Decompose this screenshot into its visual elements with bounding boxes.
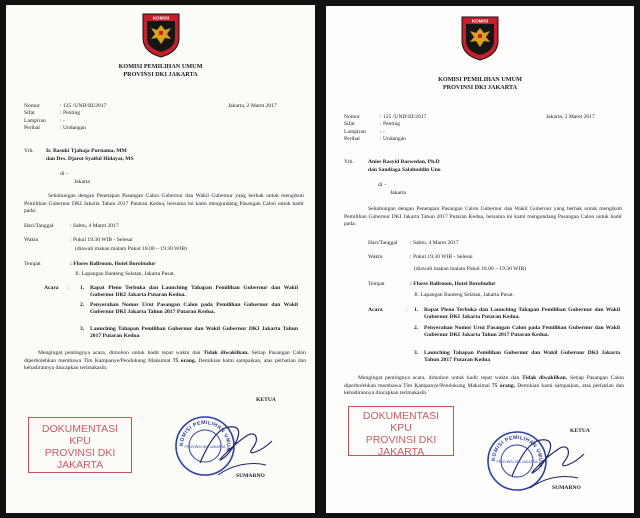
nomor-label: Nomor — [24, 103, 40, 109]
documentation-stamp — [28, 417, 132, 473]
letter-anies-sandiaga — [326, 6, 634, 513]
closing-bold-a: Tidak diwakilkan. — [522, 375, 568, 381]
acara-colon: : — [406, 307, 408, 313]
tempat-label: Tempat — [24, 261, 41, 267]
intro-paragraph: Sehubungan dengan Penetapan Pasangan Calon Gubernur dan Wakil Gubernur yang berhak untuk mengikuti Pemilihan Gubernur DKI Jakarta Tahun 2017 Putaran Kedua, bersama ini kami mengundang Pasangan Calon untuk hadir pada: — [24, 193, 304, 215]
tempat-address: Jl. Lapangan Banteng Selatan, Jakarta Pusat. — [414, 292, 515, 298]
lampiran-value: : - — [380, 129, 385, 135]
di: di – — [60, 171, 69, 177]
waktu-value: : Pukul 19.30 WIB - Selesai — [70, 237, 133, 243]
stamp-line-2: PROVINSI DKI — [365, 434, 437, 446]
closing-bold-a: Tidak diwakilkan. — [203, 350, 249, 356]
org-province: PROVINSI DKI JAKARTA — [123, 71, 198, 78]
tempat-address: Jl. Lapangan Banteng Selatan, Jakarta Pusat. — [75, 271, 176, 277]
acara-label: Acara — [368, 307, 383, 313]
tempat-value: : Flores Ballroom, Hotel Borobudur — [410, 281, 496, 287]
sifat-value: : Penting — [60, 110, 81, 116]
closing-text-c: Demikian kami sampaikan, atas perhatian dan kehadirannya diucapkan terimakasih. — [24, 357, 307, 372]
lampiran-value: : - — [60, 118, 65, 124]
sifat-label: Sifat — [344, 121, 355, 127]
closing-bold-b: 75 orang. — [172, 357, 197, 364]
lampiran-label: Lampiran — [24, 118, 46, 124]
intro-paragraph: Sehubungan dengan Penetapan Pasangan Calon Gubernur dan Wakil Gubernur yang berhak untuk mengikuti Pemilihan Gubernur DKI Jakarta Tahun 2017 Putaran Kedua, bersama ini kami mengundang Pasangan Calon untuk hadir pada: — [344, 206, 622, 228]
org-name: KOMISI PEMILIHAN UMUM — [438, 76, 522, 83]
agenda-number: 1. — [80, 285, 85, 291]
perihal-value: : Undangan — [380, 136, 406, 142]
tempat-label: Tempat — [368, 281, 385, 287]
acara-colon: : — [68, 285, 70, 291]
closing-text-b: Setiap Pasangan Calon diperbolehkan membawa Tim Kampanye/Pendukung Maksimal — [344, 375, 624, 389]
nomor-label: Nomor — [344, 114, 360, 120]
sifat-label: Sifat — [24, 110, 35, 116]
agenda-number: 1. — [414, 307, 419, 313]
signer-name: SUMARNO — [236, 473, 265, 479]
sifat-value: : Penting — [380, 121, 401, 127]
ketua-title: KETUA — [570, 428, 590, 434]
closing-text-b: Setiap Pasangan Calon diperbolehkan membawa Tim Kampanye/Pendukung Maksimal — [24, 350, 306, 364]
tempat-value: : Flores Ballroom, Hotel Borobudur — [70, 261, 156, 267]
svg-text:PROVINSI DKI JAKARTA: PROVINSI DKI JAKARTA — [184, 445, 226, 449]
kpu-emblem-icon — [457, 14, 503, 62]
stamp-line-1: DOKUMENTASI KPU — [362, 410, 440, 434]
city: Jakarta — [390, 190, 406, 196]
closing-paragraph — [24, 350, 306, 373]
agenda-number: 3. — [414, 350, 419, 356]
perihal-label: Perihal — [24, 125, 40, 131]
svg-text:KOMISI PEMILIHAN UMUM: KOMISI PEMILIHAN UMUM — [178, 419, 232, 453]
org-name: KOMISI PEMILIHAN UMUM — [118, 63, 203, 70]
agenda-item-3: Launching Tahapan Pemilihan Gubernur dan Wakil Gubernur DKI Jakarta Tahun 2017 Putaran Kedua — [424, 350, 620, 363]
agenda-item-2: Penyerahan Nomor Urut Pasangan Calon pada Pemilihan Gubernur dan Wakil Gubernur DKI Jakarta Tahun 2017 Putaran Kedua. — [90, 302, 298, 315]
svg-text:PROVINSI DKI JAKARTA: PROVINSI DKI JAKARTA — [496, 460, 538, 464]
closing-text-c: Demikian kami sampaikan, atas perhatian dan kehadirannya diucapkan terimakasih. — [344, 382, 625, 397]
city: Jakarta — [74, 179, 90, 185]
waktu-label: Waktu — [368, 254, 383, 260]
signer-name: SUMARNO — [552, 485, 581, 491]
recipient-line-1: Anies Rasyid Baswedan, Ph.D — [368, 159, 440, 165]
org-province: PROVINSI DKI JAKARTA — [442, 84, 518, 91]
nomor-value: : 125 /UND/III/2017 — [60, 103, 107, 109]
letter-basuki-djarot — [6, 5, 315, 513]
lampiran-label: Lampiran — [344, 129, 366, 135]
perihal-value: : Undangan — [60, 125, 86, 131]
di: di – — [378, 182, 387, 188]
documentation-stamp — [348, 406, 454, 456]
waktu-note: (diawali makan malam Pukul 18.00 – 19.30 WIB) — [414, 266, 526, 272]
perihal-label: Perihal — [344, 136, 360, 142]
agenda-item-3: Launching Tahapan Pemilihan Gubernur dan Wakil Gubernur DKI Jakarta Tahun 2017 Putaran Kedua — [90, 326, 298, 339]
recipient-line-2: dan Sandiaga Salahuddin Uno — [368, 167, 441, 173]
recipient-line-1: Ir. Basuki Tjahaja Purnama, MM — [46, 148, 127, 154]
hari-label: Hari/Tanggal — [368, 240, 398, 246]
closing-bold-b: 75 orang. — [491, 382, 516, 389]
closing-text-a: Mengingat pentingnya acara, dimohon untuk hadir tepat waktu dan — [38, 350, 201, 356]
letter-date: Jakarta, 2 Maret 2017 — [228, 103, 277, 109]
closing-text-a: Mengingat pentingnya acara, dimohon untuk hadir tepat waktu dan — [358, 375, 520, 381]
yth: Yth. — [24, 148, 34, 154]
kpu-emblem-icon — [138, 11, 184, 59]
agenda-item-1: Rapat Pleno Terbuka dan Launching Tahapan Pemilihan Gubernur dan Wakil Gubernur DKI Jakarta Putaran Kedua. — [424, 307, 620, 320]
hari-label: Hari/Tanggal — [24, 223, 54, 229]
waktu-value: : Pukul 19.30 WIB - Selesai — [410, 254, 473, 260]
waktu-label: Waktu — [24, 237, 39, 243]
yth: Yth. — [344, 159, 354, 165]
agenda-item-1: Rapat Pleno Terbuka dan Launching Tahapan Pemilihan Gubernur dan Wakil Gubernur DKI Jakarta Putaran Kedua. — [90, 285, 298, 298]
waktu-note: (diawali makan malam Pukul 18.00 – 19.30 WIB) — [75, 246, 187, 252]
stamp-line-2: PROVINSI DKI — [44, 447, 116, 459]
nomor-value: : 125 /UND/III/2017 — [380, 114, 427, 120]
letter-date: Jakarta, 2 Maret 2017 — [546, 114, 595, 120]
stamp-line-3: JAKARTA — [377, 446, 425, 458]
hari-value: : Sabtu, 4 Maret 2017 — [70, 223, 119, 229]
acara-label: Acara — [44, 285, 59, 291]
agenda-item-2: Penyerahan Nomor Urut Pasangan Calon pada Pemilihan Gubernur dan Wakil Gubernur DKI Jakarta Tahun 2017 Putaran Kedua. — [424, 325, 620, 338]
recipient-line-2: dan Drs. Djarot Syaiful Hidayat, MS — [46, 156, 134, 162]
agenda-number: 2. — [80, 302, 85, 308]
ketua-title: KETUA — [256, 397, 276, 403]
stamp-line-3: JAKARTA — [56, 459, 104, 471]
closing-paragraph — [344, 375, 624, 398]
emblem-label: KOMISI — [471, 18, 489, 24]
emblem-label: KOMISI — [152, 15, 169, 21]
hari-value: : Sabtu, 4 Maret 2017 — [410, 240, 459, 246]
svg-text:KOMISI PEMILIHAN UMUM: KOMISI PEMILIHAN UMUM — [490, 434, 544, 468]
stamp-line-1: DOKUMENTASI KPU — [41, 423, 119, 447]
agenda-number: 2. — [414, 325, 419, 331]
agenda-number: 3. — [80, 326, 85, 332]
